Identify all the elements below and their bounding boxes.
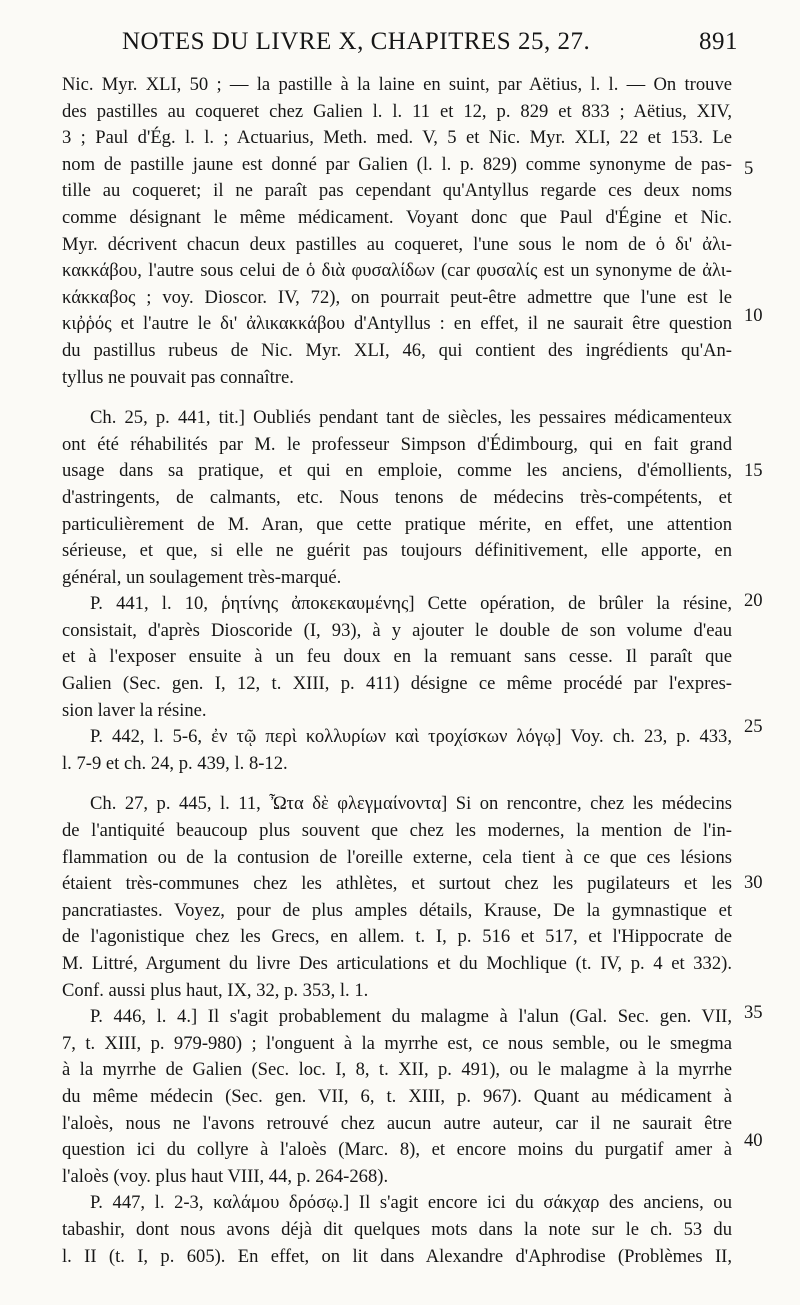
- page-number: 891: [699, 28, 738, 55]
- text-line: comme désignant le même médicament. Voyant donc que Paul d'Égine et Nic.: [62, 206, 732, 228]
- line-number: 35: [744, 1002, 763, 1023]
- text-line: pancratiastes. Voyez, pour de plus amples détails, Krause, De la gymnastique et: [62, 899, 732, 921]
- text-line: du pastillus rubeus de Nic. Myr. XLI, 46, qui contient des ingrédients qu'An-: [62, 339, 732, 361]
- text-line: général, un soulagement très-marqué.: [62, 566, 342, 588]
- text-line: tille au coqueret; il ne paraît pas cependant qu'Antyllus regarde ces deux noms: [62, 180, 732, 202]
- text-line: des pastilles au coqueret chez Galien l. l. 11 et 12, p. 829 et 833 ; Aëtius, XIV,: [62, 100, 732, 122]
- text-line: l'aloès (voy. plus haut VIII, 44, p. 264-268).: [62, 1165, 389, 1187]
- text-line: à la myrrhe de Galien (Sec. loc. I, 8, t. XII, p. 491), ou le malagme à la myrrhe: [62, 1059, 732, 1081]
- text-line: P. 442, l. 5-6, ἐν τῷ περὶ κολλυρίων καὶ τροχίσκων λόγῳ] Voy. ch. 23, p. 433,: [90, 726, 732, 748]
- text-line: Galien (Sec. gen. I, 12, t. XIII, p. 411) désigne ce même procédé par l'expres-: [62, 673, 732, 695]
- line-number: 20: [744, 590, 763, 611]
- text-line: κάκκαβος ; voy. Dioscor. IV, 72), on pourrait peut-être admettre que l'une est le: [62, 286, 732, 308]
- text-line: l. II (t. I, p. 605). En effet, on lit dans Alexandre d'Aphrodise (Problèmes II,: [62, 1245, 732, 1267]
- text-line: sérieuse, et que, si elle ne guérit pas toujours définitivement, elle apporte, en: [62, 540, 732, 562]
- text-line: et à l'exposer ensuite à un feu doux en la remuant sans cesse. Il paraît que: [62, 646, 732, 668]
- text-line: M. Littré, Argument du livre Des articulations et du Mochlique (t. IV, p. 4 et 332).: [62, 953, 732, 974]
- text-line: sion laver la résine.: [62, 699, 207, 721]
- text-line: 3 ; Paul d'Ég. l. l. ; Actuarius, Meth. med. V, 5 et Nic. Myr. XLI, 22 et 153. Le: [62, 127, 732, 149]
- text-line: Ch. 25, p. 441, tit.] Oubliés pendant tant de siècles, les pessaires médicamenteux: [90, 407, 732, 429]
- text-line: l. 7-9 et ch. 24, p. 439, l. 8-12.: [62, 752, 288, 774]
- text-line: Nic. Myr. XLI, 50 ; — la pastille à la laine en suint, par Aëtius, l. l. — On trouve: [62, 74, 732, 95]
- line-number: 15: [744, 460, 763, 481]
- line-number: 5: [744, 158, 754, 179]
- line-number: 25: [744, 716, 763, 737]
- text-line: de l'agonistique chez les Grecs, en allem. t. I, p. 516 et 517, et l'Hippocrate de: [62, 926, 732, 948]
- text-line: du même médecin (Sec. gen. VII, 6, t. XIII, p. 967). Quant au médicament à: [62, 1085, 732, 1107]
- text-line: Conf. aussi plus haut, IX, 32, p. 353, l. 1.: [62, 979, 369, 1001]
- text-line: d'astringents, de calmants, etc. Nous tenons de médecins très-compétents, et: [62, 486, 732, 508]
- text-line: P. 441, l. 10, ῥητίνης ἀποκεκαυμένης] Cette opération, de brûler la résine,: [90, 593, 732, 615]
- running-title: NOTES DU LIVRE X, CHAPITRES 25, 27.: [122, 28, 591, 55]
- text-line: ont été réhabilités par M. le professeur Simpson d'Édimbourg, qui en fait grand: [62, 433, 732, 455]
- text-line: Myr. décrivent chacun deux pastilles au coqueret, l'une sous le nom de ὁ δι' ἀλι-: [62, 233, 732, 255]
- text-line: tabashir, dont nous avons déjà dit quelques mots dans la note sur le ch. 53 du: [62, 1218, 732, 1240]
- line-number: 10: [744, 305, 763, 326]
- text-line: l'aloès, nous ne l'avons retrouvé chez aucun autre auteur, car il ne saurait être: [62, 1112, 732, 1134]
- text-line: consistait, d'après Dioscoride (I, 93), à y ajouter le double de son volume d'eau: [62, 619, 732, 641]
- text-line: P. 446, l. 4.] Il s'agit probablement du malagme à l'alun (Gal. Sec. gen. VII,: [90, 1006, 732, 1028]
- text-line: de l'antiquité beaucoup plus souvent que chez les modernes, la mention de l'in-: [62, 820, 732, 842]
- text-line: P. 447, l. 2-3, καλάμου δρόσῳ.] Il s'agit encore ici du σάκχαρ des anciens, ou: [90, 1192, 732, 1214]
- text-line: question ici du collyre à l'aloès (Marc. 8), et encore moins du purgatif amer à: [62, 1139, 732, 1161]
- line-number: 40: [744, 1130, 763, 1151]
- text-line: particulièrement de M. Aran, que cette pratique mérite, en effet, une attention: [62, 513, 732, 535]
- line-number: 30: [744, 872, 763, 893]
- text-line: tyllus ne pouvait pas connaître.: [62, 366, 294, 388]
- text-line: κακκάβου, l'autre sous celui de ὁ διὰ φυσαλίδων (car φυσαλίς est un synonyme de ἀλι-: [62, 260, 732, 282]
- text-line: Ch. 27, p. 445, l. 11, Ὦτα δὲ φλεγμαίνοντα] Si on rencontre, chez les médecins: [90, 793, 732, 815]
- text-line: étaient très-communes chez les athlètes, et surtout chez les pugilateurs et les: [62, 873, 732, 895]
- notes-body: [62, 72, 732, 1270]
- text-line: flammation ou de la contusion de l'oreille externe, cela tient à ce que ces lésions: [62, 846, 732, 868]
- text-line: usage dans sa pratique, et qui en emploie, comme les anciens, d'émollients,: [62, 460, 732, 482]
- text-line: nom de pastille jaune est donné par Galien (l. l. p. 829) comme synonyme de pas-: [62, 153, 732, 175]
- text-line: κιῤῥός et l'autre le δι' ἀλικακκάβου d'Antyllus : en effet, il ne saurait être question: [62, 313, 732, 335]
- text-line: 7, t. XIII, p. 979-980) ; l'onguent à la myrrhe est, ce nous semble, ou le smegma: [62, 1032, 732, 1054]
